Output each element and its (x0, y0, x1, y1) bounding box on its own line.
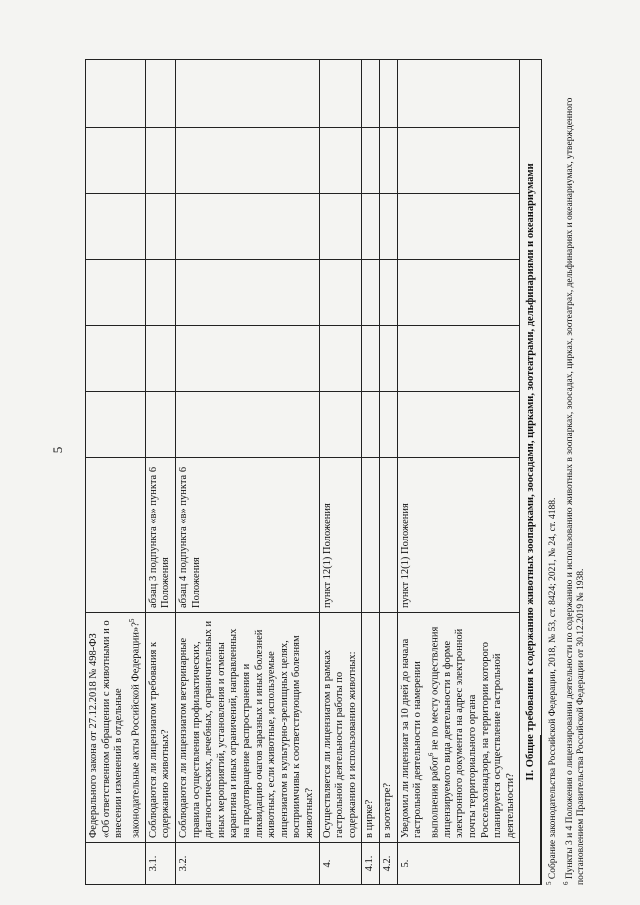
legal-reference: абзац 4 подпункта «в» пункта 6 Положения (176, 458, 320, 613)
table-row (145, 60, 175, 885)
checklist-table (85, 59, 542, 885)
table-row (362, 60, 380, 885)
question-text: в цирке? (362, 613, 380, 843)
footnote-divider (540, 735, 541, 885)
legal-reference (86, 458, 146, 613)
rotated-page (85, 60, 605, 885)
question-text: Уведомил ли лицензиат за 10 дней до начала гастрольной деятельности о намерении выполнения работ$^6$ не по месту осуществления лицензируемого вида деятельности в форме электронного документа на адрес электронной почты территориального органа Россельхознадзора, на территории которого планируется осуществление гастрольной деятельности? (397, 613, 520, 843)
legal-reference (379, 458, 397, 613)
section-row (520, 60, 542, 885)
question-text: Осуществляется ли лицензиатом в рамках гастрольной деятельности работы по содержанию и использованию животных: (319, 613, 362, 843)
table-row (319, 60, 362, 885)
footnote: $^5$ Собрание законодательства Российской Федерации, 2018, № 53, ст. 8424; 2021, № 24, ст. 4188. (545, 497, 559, 885)
table-row (176, 60, 320, 885)
row-number (86, 843, 146, 885)
question-text: Соблюдаются ли лицензиатом ветеринарные правила осуществления профилактических, диагностических, лечебных, ограничительных и иных мероприятий, установления и отмены карантина и иных ограничений, направленных на предотвращение распространения и ликвидацию очагов заразных и иных болезней животных, если животные, используемые лицензиатом в культурно-зрелищных целях, восприимчивы к соответствующим болезням животных? (176, 613, 320, 843)
row-number: 4. (319, 843, 362, 885)
question-text: Федерального закона от 27.12.2018 № 498-ФЗ «Об ответственном обращении с животными и о внесении изменений в отдельные законодательные акты Российской Федерации»?$^5$ (86, 613, 146, 843)
row-number: 4.1. (362, 843, 380, 885)
page-number: 5 (50, 446, 65, 454)
legal-reference: абзац 3 подпункта «в» пункта 6 Положения (145, 458, 175, 613)
table-row (379, 60, 397, 885)
legal-reference: пункт 12(1) Положения (397, 458, 520, 613)
legal-reference (362, 458, 380, 613)
question-text: в зоотеатре? (379, 613, 397, 843)
row-number: 4.2. (379, 843, 397, 885)
footnotes (540, 60, 589, 885)
legal-reference: пункт 12(1) Положения (319, 458, 362, 613)
table-row (86, 60, 146, 885)
footnote: $^6$ Пункты 3 и 4 Положения о лицензировании деятельности по содержанию и использованию животных в зоопарках, зоосадах, цирках, зоотеатрах, дельфинариях и океанариумах, утвержденного постановлением Правительства Российской Федерации от 30.12.2019 № 1938. (561, 97, 587, 885)
row-number: 3.1. (145, 843, 175, 885)
row-number: 3.2. (176, 843, 320, 885)
row-number: 5. (397, 843, 520, 885)
table-row (397, 60, 520, 885)
question-text: Соблюдаются ли лицензиатом требования к содержанию животных? (145, 613, 175, 843)
section-title: II. Общие требования к содержанию животных зоопарками, зоосадами, цирками, зоотеатрами, дельфинариями и океанариумами (520, 60, 542, 885)
